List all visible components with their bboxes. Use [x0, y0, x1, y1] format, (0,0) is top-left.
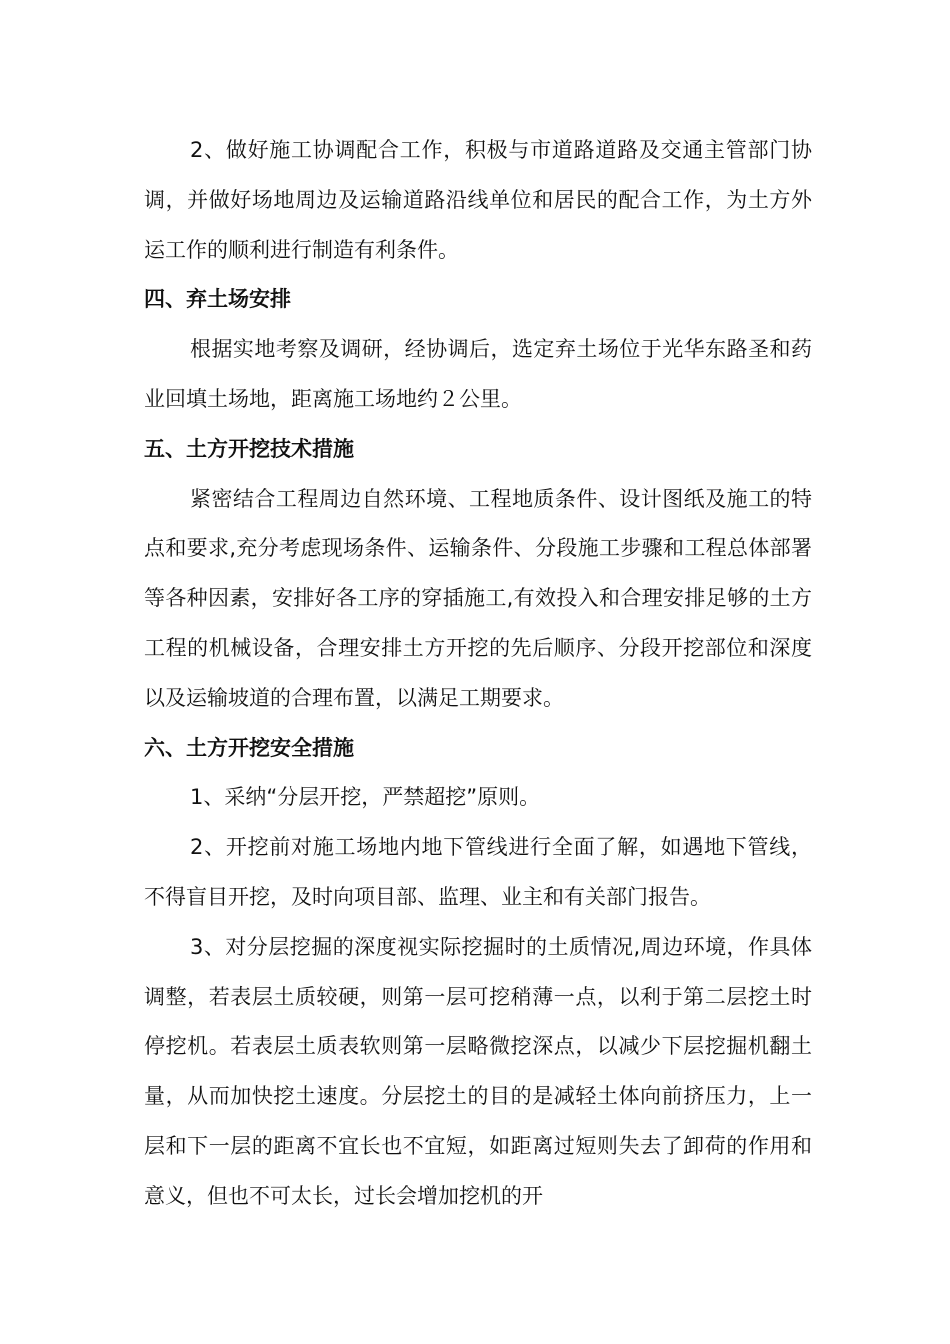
heading-excavation-technical-measures: 五、土方开挖技术措施 — [144, 436, 354, 461]
document-body — [144, 126, 812, 1222]
paragraph-coordination: 2、做好施工协调配合工作，积极与市道路道路及交通主管部门协调，并做好场地周边及运输道路沿线单位和居民的配合工作，为土方外运工作的顺利进行制造有利条件。 — [144, 138, 812, 262]
paragraph-safety-item-3: 3、对分层挖掘的深度视实际挖掘时的土质情况,周边环境，作具体调整，若表层土质较硬，则第一层可挖稍薄一点，以利于第二层挖土时停挖机。若表层土质表软则第一层略微挖深点，以减少下层挖掘机翻土量，从而加快挖土速度。分层挖土的目的是减轻土体向前挤压力，上一层和下一层的距离不宜长也不宜短，如距离过短则失去了卸荷的作用和意义，但也不可太长，过长会增加挖机的开 — [144, 934, 812, 1208]
paragraph-excavation-technical-measures: 紧密结合工程周边自然环境、工程地质条件、设计图纸及施工的特点和要求,充分考虑现场条件、运输条件、分段施工步骤和工程总体部署等各种因素，安排好各工序的穿插施工,有效投入和合理安排足够的土方工程的机械设备，合理安排土方开挖的先后顺序、分段开挖部位和深度以及运输坡道的合理布置，以满足工期要求。 — [144, 486, 812, 710]
paragraph-safety-item-1: 1、采纳“分层开挖，严禁超挖”原则。 — [190, 785, 541, 810]
heading-excavation-safety-measures: 六、土方开挖安全措施 — [144, 735, 354, 760]
heading-spoil-site: 四、弃土场安排 — [144, 287, 291, 312]
paragraph-spoil-site: 根据实地考察及调研，经协调后，选定弃土场位于光华东路圣和药业回填土场地，距离施工场地约２公里。 — [144, 337, 812, 411]
paragraph-safety-item-2: 2、开挖前对施工场地内地下管线进行全面了解，如遇地下管线，不得盲目开挖，及时向项目部、监理、业主和有关部门报告。 — [144, 835, 812, 909]
